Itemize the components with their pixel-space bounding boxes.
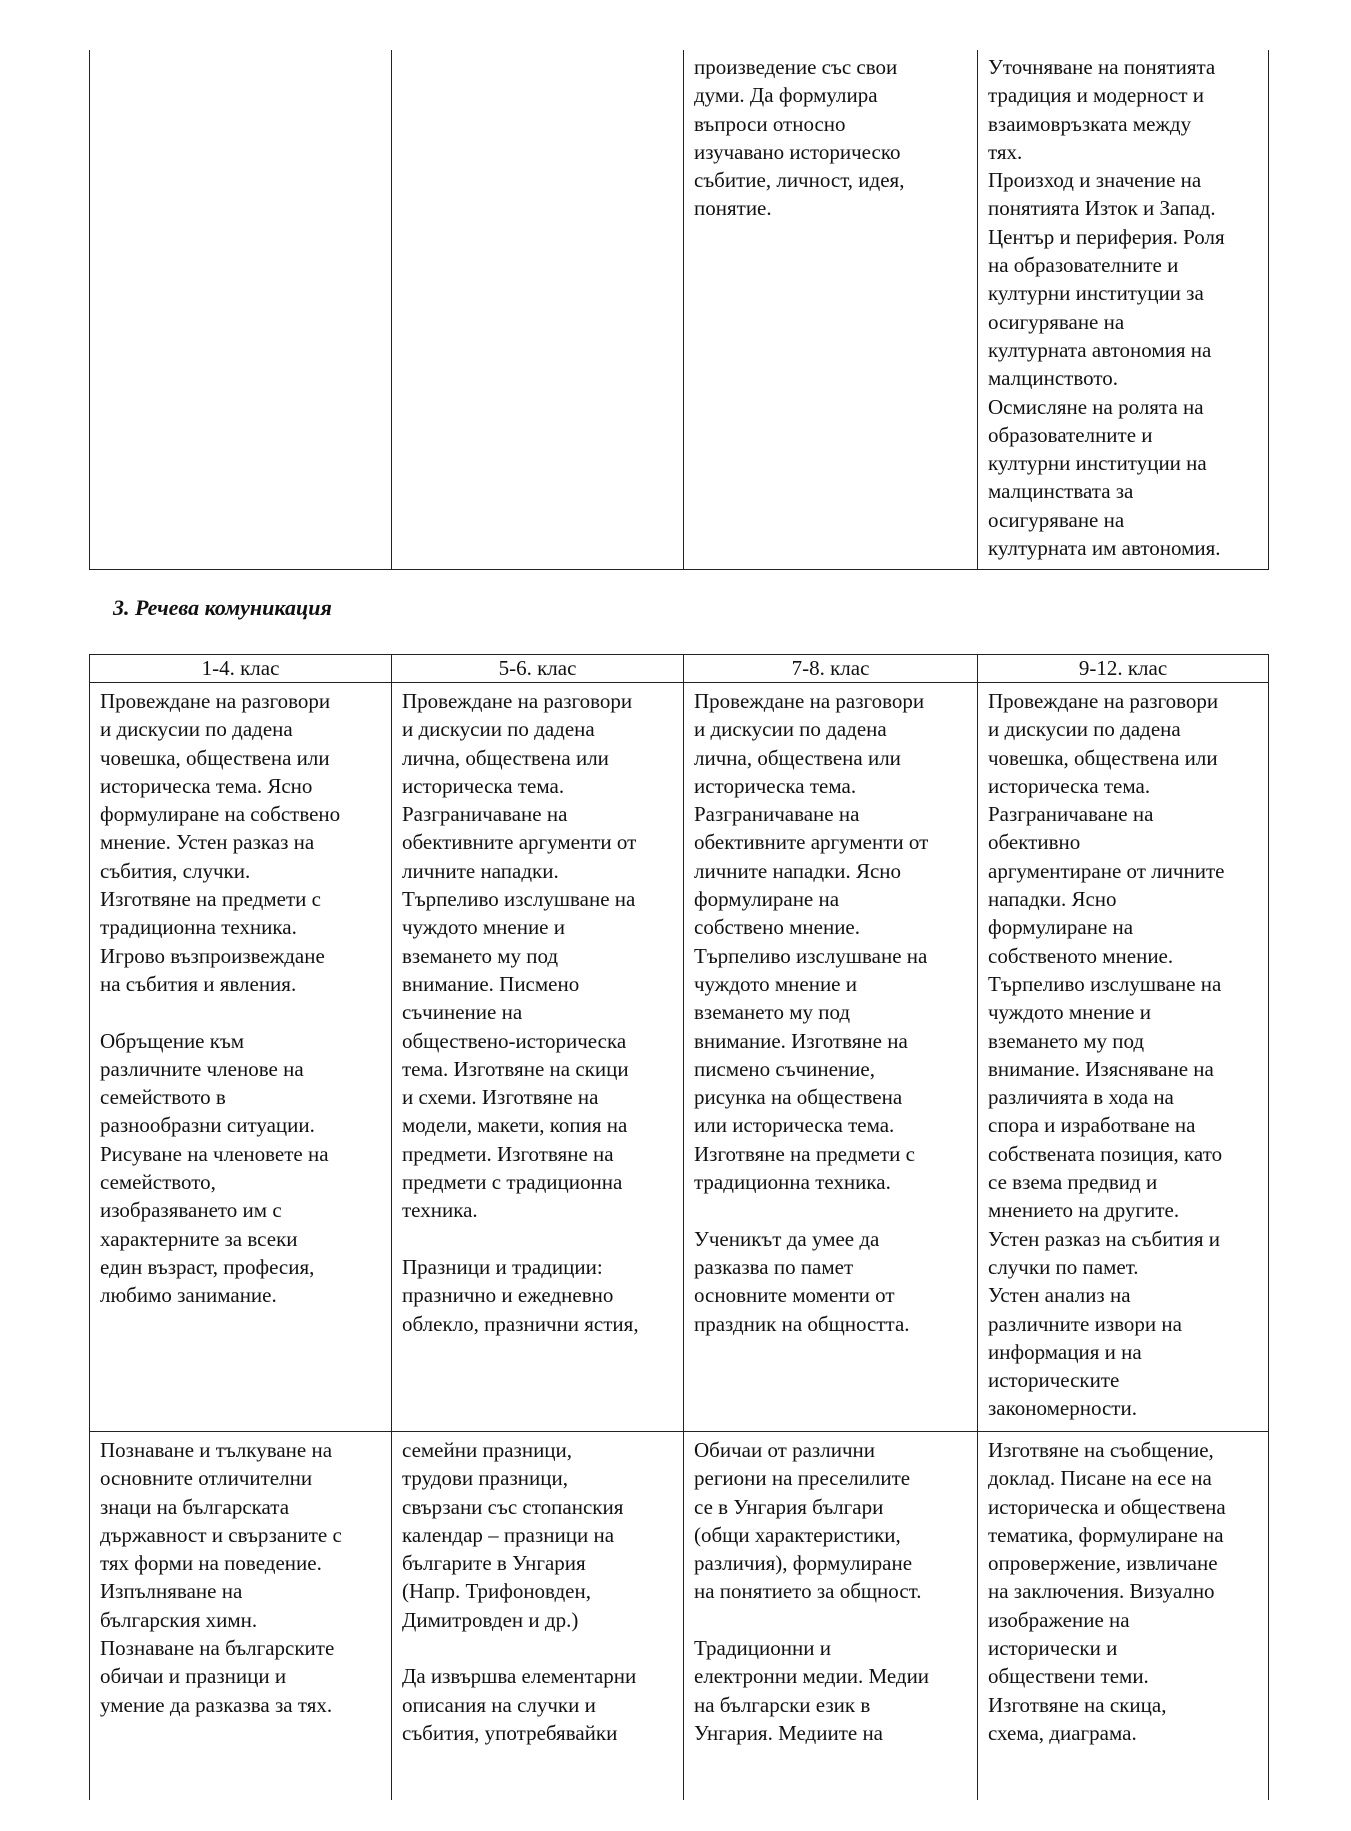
cell-text: Провеждане на разговори и дискусии по дадена човешка, обществена или историческа тема. Ясно формулиране на собствено мнение. Устен разказ на събития, случки. Изготвяне на предмети с традиционна техника. Игрово възпроизвеждане на събития и явления. Обръщение към различните членове на семейството в разнообразни ситуации. Рисуване на членовете на семейството, изобразяването им с характерните за всеки един възраст, професия, любимо занимание.	[100, 689, 341, 1308]
cell-text: Изготвяне на съобщение, доклад. Писане на есе на историческа и обществена тематика, формулиране на опровержение, извличане на заключения. Визуално изображение на исторически и обществени теми. Изготвяне на скица, схема, диаграма.	[988, 1438, 1226, 1745]
table-cell-empty	[392, 50, 684, 570]
table-cell	[978, 1432, 1269, 1801]
column-header-grade-5-6: 5-6. клас	[392, 655, 684, 683]
cell-text: Провеждане на разговори и дискусии по дадена лична, обществена или историческа тема. Разграничаване на обективните аргументи от личните нападки. Търпеливо изслушване на чуждото мнение и вземането му под внимание. Писмено съчинение на обществено-историческа тема. Изготвяне на скици и схеми. Изготвяне на модели, макети, копия на предмети. Изготвяне на предмети с традиционна техника. Празници и традиции: празнично и ежедневно облекло, празнични ястия,	[402, 689, 639, 1336]
table-cell	[90, 683, 392, 1432]
table-cell	[392, 683, 684, 1432]
table-cell	[978, 683, 1269, 1432]
table-cell-empty	[90, 50, 392, 570]
cell-text: Провеждане на разговори и дискусии по дадена лична, обществена или историческа тема. Разграничаване на обективните аргументи от личните нападки. Ясно формулиране на собствено мнение. Търпеливо изслушване на чуждото мнение и вземането му под внимание. Изготвяне на писмено съчинение, рисунка на обществена или историческа тема. Изготвяне на предмети с традиционна техника. Ученикът да умее да разказва по памет основните моменти от праздник на общността.	[694, 689, 929, 1336]
cell-text: Провеждане на разговори и дискусии по дадена човешка, обществена или историческа тема. Разграничаване на обективно аргументиране от личните нападки. Ясно формулиране на собственото мнение. Търпеливо изслушване на чуждото мнение и вземането му под внимание. Изясняване на различията в хода на спора и изработване на собствената позиция, като се взема предвид и мнението на другите. Устен разказ на събития и случки по памет. Устен анализ на различните извори на информация и на историческите закономерности.	[988, 689, 1225, 1421]
speech-communication-table	[89, 654, 1269, 1800]
cell-text: Уточняване на понятията традиция и модерност и взаимовръзката между тях. Произход и значение на понятията Изток и Запад. Център и периферия. Роля на образователните и културни институции за осигуряване на културната автономия на малцинството. Осмисляне на ролята на образователните и културни институции на малцинствата за осигуряване на културната им автономия.	[988, 55, 1225, 561]
table-cell	[684, 1432, 978, 1801]
continuation-table	[89, 50, 1269, 570]
table-header-row	[90, 655, 1269, 683]
column-header-grade-7-8: 7-8. клас	[684, 655, 978, 683]
table-cell	[684, 50, 978, 570]
cell-text: Обичаи от различни региони на преселилите се в Унгария българи (общи характеристики, различия), формулиране на понятието за общност. Традиционни и електронни медии. Медии на български език в Унгария. Медиите на	[694, 1438, 930, 1745]
column-header-grade-9-12: 9-12. клас	[978, 655, 1269, 683]
table-cell	[392, 1432, 684, 1801]
table-row	[90, 50, 1269, 570]
table-cell	[90, 1432, 392, 1801]
table-row	[90, 1432, 1269, 1801]
cell-text: семейни празници, трудови празници, свързани със стопанския календар – празници на българите в Унгария (Напр. Трифоновден, Димитровден и др.) Да извършва елементарни описания на случки и събития, употребявайки	[402, 1438, 637, 1745]
cell-text: Познаване и тълкуване на основните отличителни знаци на българската държавност и свързаните с тях форми на поведение. Изпълняване на българския химн. Познаване на българските обичаи и празници и умение да разказва за тях.	[100, 1438, 342, 1717]
column-header-grade-1-4: 1-4. клас	[90, 655, 392, 683]
section-heading: 3. Речева комуникация	[113, 595, 332, 620]
cell-text: произведение със свои думи. Да формулира въпроси относно изучавано историческо събитие, личност, идея, понятие.	[694, 55, 905, 221]
table-cell	[684, 683, 978, 1432]
table-row	[90, 683, 1269, 1432]
table-cell	[978, 50, 1269, 570]
